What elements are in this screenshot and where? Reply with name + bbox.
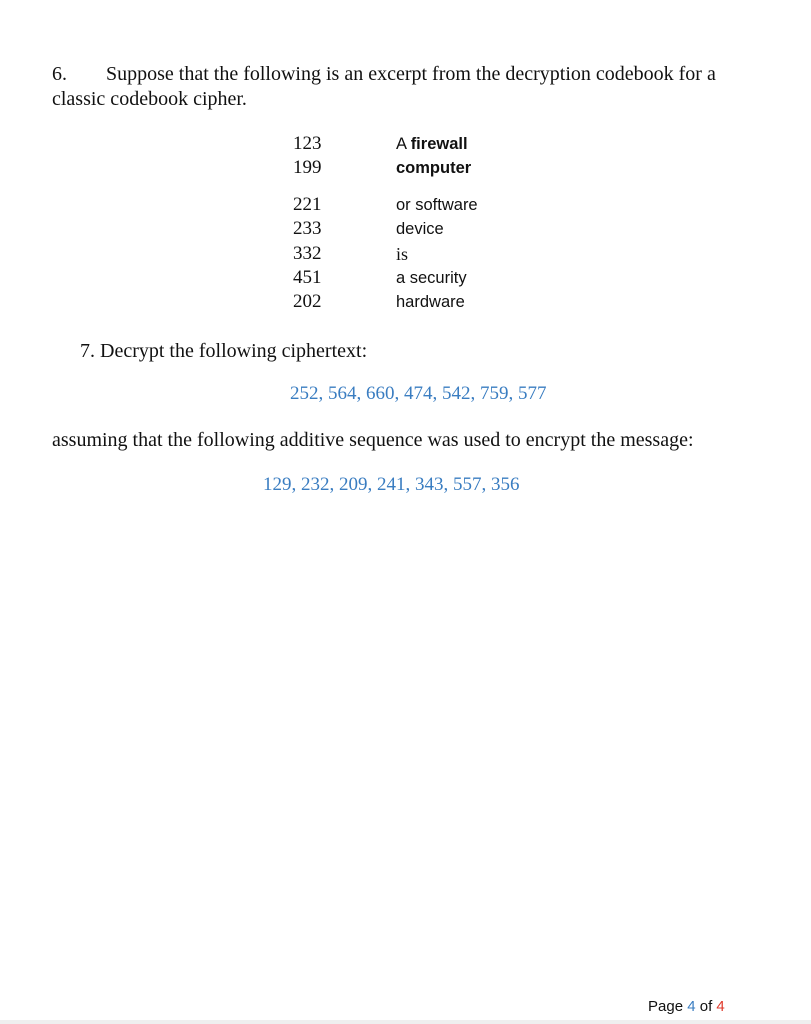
- codebook-word: [396, 156, 471, 180]
- codebook-code: 332: [293, 243, 322, 264]
- page-bottom-divider: [0, 1020, 811, 1024]
- codebook-word: device: [396, 220, 444, 238]
- codebook-code: 123: [293, 133, 322, 154]
- page-footer: [648, 997, 725, 1017]
- question-6-text-line1: Suppose that the following is an excerpt from the decryption codebook for a: [106, 63, 716, 85]
- question-6-number: 6.: [52, 63, 67, 85]
- codebook-code: 451: [293, 267, 322, 288]
- codebook-code: 202: [293, 291, 322, 312]
- codebook-word: a security: [396, 269, 467, 287]
- question-6-text-line2: classic codebook cipher.: [52, 88, 247, 110]
- footer-current-page: 4: [687, 998, 696, 1015]
- codebook-word: is: [396, 244, 409, 264]
- codebook-word-bold: computer: [396, 159, 472, 177]
- footer-of-word: of: [699, 998, 713, 1015]
- codebook-code: 233: [293, 218, 322, 239]
- codebook-code: 199: [293, 157, 322, 178]
- codebook-code: 221: [293, 194, 322, 215]
- footer-page-word: Page: [648, 998, 684, 1015]
- ciphertext: 252, 564, 660, 474, 542, 759, 577: [290, 383, 547, 404]
- assumption-text: assuming that the following additive sequence was used to encrypt the message:: [52, 429, 694, 451]
- codebook-word: or software: [396, 196, 478, 214]
- codebook-word-plain: A: [396, 135, 411, 153]
- question-7-label: 7. Decrypt the following ciphertext:: [80, 340, 368, 362]
- footer-total-pages: 4: [716, 998, 725, 1015]
- codebook-word: [396, 132, 468, 156]
- codebook-word: hardware: [396, 293, 465, 311]
- additive-sequence: 129, 232, 209, 241, 343, 557, 356: [263, 474, 520, 495]
- question-6: [52, 62, 772, 112]
- codebook-word-bold: firewall: [410, 135, 468, 153]
